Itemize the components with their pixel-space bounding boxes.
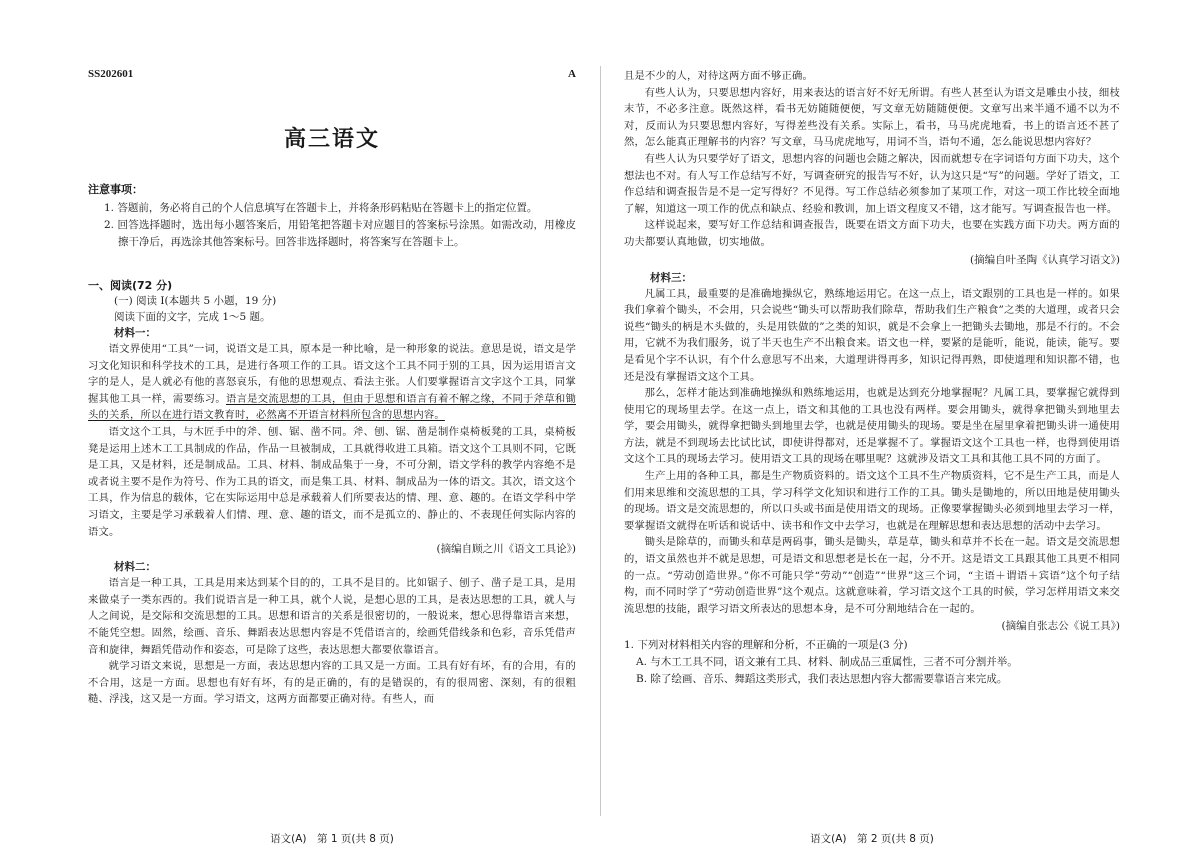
material-3-paragraph: 生产上用的各种工具，都是生产物质资料的。语文这个工具不生产物质资料，它不是生产工具，而是人们用来思维和交流思想的工具，学习科学文化知识和进行工作的工具。锄头是锄地的，所以田地是使用锄头的现场。语文是交流思想的，所以口头或书面是使用语文的现场。正像要掌握锄头必须到地里去学习一样，要掌握语文就得在听话和说话中、读书和作文中去学习，也就是在理解思想和表达思想的活动中去学习。 <box>624 470 1120 532</box>
material-1-source: (摘编自顾之川《语文工具论》) <box>436 543 576 556</box>
exam-title: 高三语文 <box>283 127 380 152</box>
page-footer: 语文(A) 第 2 页(共 8 页) <box>810 833 934 845</box>
material-2-paragraph: 这样说起来，要写好工作总结和调查报告，既要在语文方面下功夫，也要在实践方面下功夫。两方面的功夫都要认真地做，切实地做。 <box>624 219 1120 248</box>
material-2-paragraph: 语言是一种工具，工具是用来达到某个目的的，工具不是目的。比如锯子、刨子、凿子是工具，是用来做桌子一类东西的。我们说语言是一种工具，就个人说，是想心思的工具，是表达思想的工具，就人与人之间说，是交际和交流思想的工具。思想和语言的关系是很密切的，一般说来，想心思得靠语言来想，不能凭空想。固然，绘画、音乐、舞蹈表达思想内容是不凭借语言的，绘画凭借线条和色彩，音乐凭借声音和旋律，舞蹈凭借动作和姿态，可是除了这些，表达思想大都要依靠语言。 <box>88 577 576 656</box>
material-3-title: 材料三： <box>650 271 692 284</box>
page-header <box>88 68 576 84</box>
underlined-sentence: 语言是交流思想的工具，但由于思想和语言有着不解之缘，不同于斧草和锄头的关系，所以在进行语文教育时，必然离不开语言材料所包含的思想内容。 <box>88 392 576 422</box>
material-3-paragraph: 锄头是除草的，而锄头和草是两码事，锄头是锄头，草是草，锄头和草并不长在一起。语文是交流思想的，语文虽然也并不就是思想，可是语文和思想老是长在一起，分不开。这是语文工具跟其他工具更不相同的一点。“劳动创造世界。”你不可能只学“劳动”“创造”“世界”这三个词，“主语＋谓语＋宾语”这个句子结构，而不同时学了“劳动创造世界”这个观点。这就意味着，学习语文这个工具的时候，学习怎样用语文来交流思想的技能，跟学习语文所表达的思想本身，是不可分割地结合在一起的。 <box>624 536 1120 615</box>
question-1-option-b: B. 除了绘画、音乐、舞蹈这类形式，我们表达思想内容大都需要靠语言来完成。 <box>636 673 1008 686</box>
continued-paragraph: 且是不少的人，对待这两方面不够正确。 <box>624 70 813 82</box>
material-2-paragraph: 有些人认为，只要思想内容好，用来表达的语言好不好无所谓。有些人甚至认为语文是雕虫小技，细枝末节，不必多注意。既然这样，看书无妨随随便便，写文章无妨随随便便。文章写出来半通不通不以为不对，反而认为只要思想内容好，写得差些没有关系。实际上，看书，马马虎虎地看，书上的语言还不甚了然，怎么能真正理解书的内容？写文章，马马虎虎地写，用词不当，语句不通，怎么能说思想内容好？ <box>624 86 1120 149</box>
question-1-stem: 1. 下列对材料相关内容的理解和分析，不正确的一项是(3 分) <box>624 639 908 652</box>
notice-title: 注意事项： <box>88 183 143 196</box>
subsection-heading: (一) 阅读 Ⅰ(本题共 5 小题，19 分) <box>114 295 277 307</box>
reading-instruction: 阅读下面的文字，完成 1～5 题。 <box>114 311 271 323</box>
material-1-paragraph: 语文这个工具，与木匠手中的斧、刨、锯、凿不同。斧、刨、锯、凿是制作桌椅板凳的工具，桌椅板凳是运用上述木工工具制成的作品，作品一旦被制成，工具就得收进工具箱。语文这个工具则不同，它既是工具，又是材料，还是制成品。工具、材料、制成品集于一身，不可分割，语文学科的教学内容绝不是或者说主要不是作为符号、作为工具的语文，而是集工具、材料、制成品为一体的语文。其次，语文这个工具，作为信息的载体，它在实际运用中总是承载着人们所要表达的情、理、意、趣的。在语文学科中学习语文，主要是学习承载着人们情、理、意、趣的语文，而不是孤立的、静止的、不表现任何实际内容的语文。 <box>88 425 576 538</box>
material-2-paragraph: 就学习语文来说，思想是一方面，表达思想内容的工具又是一方面。工具有好有坏，有的合用，有的不合用，这是一方面。思想也有好有坏，有的是正确的，有的是错误的，有的很周密、深刻，有的很粗糙、浮浅，这又是一方面。学习语文，这两方面都要正确对待。有些人，而 <box>88 660 576 706</box>
notice-item: 2. 回答选择题时，选出每小题答案后，用铅笔把答题卡对应题目的答案标号涂黑。如需改动，用橡皮擦干净后，再选涂其他答案标号。回答非选择题时，将答案写在答题卡上。 <box>104 219 576 248</box>
material-2-title: 材料二： <box>114 561 156 574</box>
material-1-paragraph <box>88 341 576 424</box>
exam-page-2 <box>600 0 1200 868</box>
material-3-paragraph: 凡属工具，最重要的是准确地操纵它，熟练地运用它。在这一点上，语文跟别的工具也是一样的。如果我们拿着个锄头，不会用，只会说些“锄头可以帮助我们除草，帮助我们生产粮食”之类的大道理，或者只会说些“锄头的柄是木头做的，头是用铁做的”之类的知识，就是不会拿上一把锄头去锄地，那是不行的。不会用，它就不为我们服务，说了半天也生产不出粮食来。语文也一样，要紧的是能听，能说，能读，能写。要是看见个字不认识，有个什么意思写不出来，大道理讲得再多，知识记得再熟，即使道理和知识都不错，也还是没有掌握语文这个工具。 <box>624 287 1120 383</box>
paragraph-text: 语文界使用“工具”一词，说语文是工具，原本是一种比喻，是一种形象的说法。意思是说，语文是学习文化知识和科学技术的工具，是进行各项工作的工具。语文这个工具不同于别的工具，因为运用语言文字的是人，是人就必有他的喜怒哀乐，有他的思想观点、看法主张。人们要掌握语言文字这个工具，同掌握其他工具一样，需要练习。 <box>88 343 576 405</box>
section-heading: 一、阅读(72 分) <box>88 279 173 292</box>
page-footer: 语文(A) 第 1 页(共 8 页) <box>270 833 394 845</box>
question-1-option-a: A. 与木工工具不同，语文兼有工具、材料、制成品三重属性，三者不可分割并举。 <box>636 656 1018 669</box>
material-3-source: (摘编自张志公《说工具》) <box>1001 620 1120 633</box>
material-2-source: (摘编自叶圣陶《认真学习语文》) <box>970 253 1120 266</box>
material-3-paragraph: 那么，怎样才能达到准确地操纵和熟练地运用，也就是达到充分地掌握呢？凡属工具，要掌握它就得到使用它的现场里去学。在这一点上，语文和其他的工具也没有两样。要会用锄头，就得拿把锄头到地里去学，要会用锄头，就得拿把锄头到地里去学，也就是使用锄头的现场。要是坐在屋里拿着把锄头讲一通使用方法，就是不到现场去比试比试，即使讲得都对，还是掌握不了。掌握语文这个工具也一样，也得到使用语文这个工具的现场去学习。使用语文工具的现场在哪里呢？这就涉及语文工具和其他工具不同的方面了。 <box>624 387 1120 466</box>
notice-item: 1. 答题前，务必将自己的个人信息填写在答题卡上，并将条形码粘贴在答题卡上的指定位置。 <box>104 202 538 214</box>
exam-version: A <box>568 68 576 80</box>
material-1-title: 材料一： <box>114 327 156 339</box>
material-2-paragraph: 有些人认为只要学好了语文，思想内容的问题也会随之解决，因而就想专在字词语句方面下功夫，这个想法也不对。有人写工作总结写不好，写调查研究的报告写不好，认为这只是“写”的问题。学好了语文，工作总结和调查报告是不是一定写得好？不见得。写工作总结必须参加了某项工作，对这一项工作比较全面地了解，知道这一项工作的优点和缺点、经验和教训，加上语文程度又不错，这才能写。写调查报告也一样。 <box>624 152 1120 215</box>
exam-code: SS202601 <box>88 68 134 80</box>
